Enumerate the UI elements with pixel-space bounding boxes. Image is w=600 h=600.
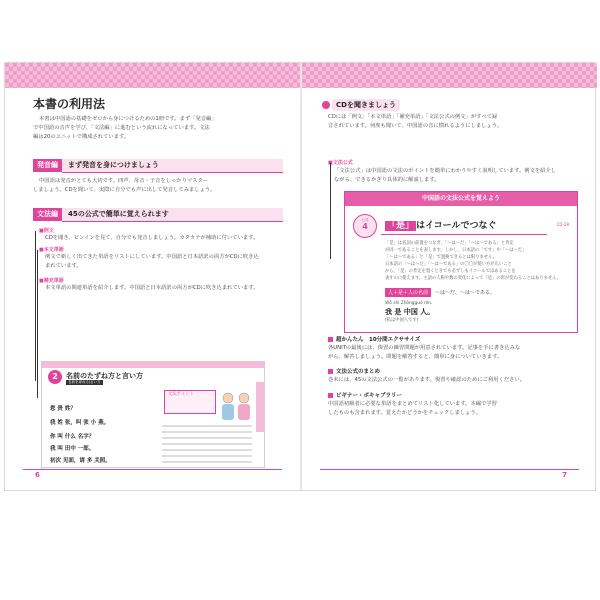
feature-title: ビギナー・ボキャブラリー xyxy=(336,393,403,399)
item-label-supplement: ■補充単語 xyxy=(39,278,64,284)
cd-track-label: CD-28 xyxy=(556,222,569,227)
section-tag: 文法編 xyxy=(33,208,62,221)
book-spread xyxy=(4,62,596,491)
grammar-sample-box xyxy=(344,191,578,333)
pattern-meaning: 〜は〜だ、〜は〜である。 xyxy=(435,290,496,296)
intro-line: 編は20のユニットで構成されています。 xyxy=(33,134,130,140)
grammar-point-box xyxy=(164,390,216,414)
paragraph-line: 中国語は発音がとても大切です。四声、母音・子音をしっかりマスター xyxy=(39,178,209,184)
pattern-box: 人＋是＋人の名前 xyxy=(385,288,431,297)
paragraph-line: がら、解答しましょう。問題を解答すると、簡単に身についていきます。 xyxy=(328,354,503,360)
page-number: 6 xyxy=(35,471,40,479)
explanation-line: 「是」は名詞の前置をつなぎ、「〜は〜だ」「〜は〜である」と肯定 xyxy=(385,241,514,246)
item-label-example: ■例文 xyxy=(39,228,54,234)
feature-body xyxy=(328,400,578,418)
item-label-vocab: ■本文単語 xyxy=(39,247,64,253)
checkered-header-band xyxy=(5,63,300,88)
example-chinese: 我 是 中国 人。 xyxy=(385,308,435,316)
paragraph-line: 各UNITの最後には、復習の練習問題が用意されています。記事を手に書き込みな xyxy=(328,345,521,351)
cd-heading xyxy=(322,99,400,111)
unit-subtitle: 名前を尋ねる/言い方 xyxy=(68,380,101,384)
feature-body xyxy=(328,376,578,385)
feature-heading xyxy=(328,391,402,399)
formula-title xyxy=(385,218,496,231)
explanation-line: から、「是」の肯定を置くときでも必ずしもイコールではあることを xyxy=(385,269,516,274)
left-page xyxy=(5,63,300,490)
bullet-icon xyxy=(328,393,333,398)
paragraph-line: したものも含まれます。覚えたかどうかをチェックしましょう。 xyxy=(328,410,482,416)
paragraph-line: ながら、できるかぎり具体的に解説します。 xyxy=(334,177,440,183)
formula-title-rest: はイコールでつなぐ xyxy=(416,221,497,231)
desc-line: まれています。 xyxy=(45,263,82,269)
section-heading-grammar xyxy=(33,208,283,221)
explanation-line: 日本語の「〜は〜だ」「〜は〜である」の〇〇が使い方が広いこと xyxy=(385,262,512,267)
bottom-rule xyxy=(23,469,282,470)
example-sentence: 我 叫 田中 一郎。 xyxy=(50,446,95,452)
right-page xyxy=(302,63,597,490)
example-pinyin: Wǒ shì Zhōngguó rén. xyxy=(385,301,433,306)
example-sentence: 我 姓 张，叫 张 小 燕。 xyxy=(50,420,110,426)
sample-page-thumbnail xyxy=(41,361,265,468)
section-heading-pronunciation xyxy=(33,159,283,172)
example-sentence: 您 贵 姓？ xyxy=(50,406,76,412)
grammar-formula-desc xyxy=(334,167,579,185)
cd-heading-label: CDを聞きましょう xyxy=(332,99,400,111)
example-sentence: 你 叫 什么 名字？ xyxy=(50,434,95,440)
unit-title: 名前のたずね方と言い方 xyxy=(66,372,143,380)
intro-paragraph xyxy=(33,115,283,142)
paragraph-line: CDには「例文」「本文単語」「補充単語」「文法公式の例文」がすべて録 xyxy=(328,114,498,120)
formula-number: 4 xyxy=(362,222,368,231)
feature-title: 超かんたん 10分間エクササイズ xyxy=(336,337,421,343)
formula-badge xyxy=(353,214,377,238)
section-title: 45の公式で簡単に覚えられます xyxy=(62,208,283,222)
formula-rule xyxy=(381,234,547,235)
pronunciation-paragraph xyxy=(33,177,283,195)
thumb-band xyxy=(42,362,264,368)
explanation-line: 表すのに使えます。主語の人称や数の変化によって「是」の形が変わることはありません。 xyxy=(385,276,562,281)
item-desc-example: CDを聞き、ピンインを見て、自分でも発音しましょう。カタカナが補助に付いています。 xyxy=(45,235,259,241)
callout-line xyxy=(330,163,331,259)
page-number: 7 xyxy=(562,471,567,479)
explanation-line: が同一であることを表します。しかし、日本語の「です」や「〜は〜だ」 xyxy=(385,248,527,253)
item-desc-supplement: 本文単語の関連単語を紹介します。中国語と日本語訳の両方がCDに吹き込まれています。 xyxy=(45,285,259,291)
sentence-pattern xyxy=(385,288,495,297)
example-translation: (私は中国人です) xyxy=(385,318,419,323)
feature-heading xyxy=(328,335,420,343)
point-label: 文法ポイント xyxy=(168,392,194,397)
bullet-icon xyxy=(328,369,333,374)
intro-line: 本書は中国語の基礎をゼロから身につけるための1冊です。まず「発音編」 xyxy=(39,116,217,122)
unit-number: 2 xyxy=(48,370,62,384)
vocab-list-lines xyxy=(162,422,257,464)
callout-line xyxy=(37,250,38,398)
item-desc-vocab xyxy=(45,253,280,271)
bullet-icon xyxy=(328,337,333,342)
paragraph-line: 巻末には、45の文法公式の一覧があります。復習や確認のためにご利用ください。 xyxy=(328,377,526,383)
section-title: まず発音を身につけましょう xyxy=(62,159,283,173)
intro-line: で中国語の音声を学び、「文法編」に進むという流れになっています。文法 xyxy=(33,125,210,131)
formula-explanation xyxy=(385,240,565,282)
cd-paragraph xyxy=(328,113,578,131)
formula-label: 公式 xyxy=(361,218,369,222)
grammar-formula-label: ■文法公式 xyxy=(328,160,353,166)
paragraph-line: 音されています。何度も聞いて、中国語の音に慣れるようにしましょう。 xyxy=(328,123,503,129)
feature-heading xyxy=(328,367,380,375)
explanation-line: 「〜は〜である」と「是」で置換できるとは限りません。 xyxy=(385,255,497,260)
bottom-rule xyxy=(320,469,579,470)
checkered-header-band xyxy=(302,63,597,88)
formula-title-highlight: 「是」 xyxy=(387,221,415,231)
side-tab xyxy=(256,382,264,432)
paragraph-line: 中国語初級者に必要な単語をまとめてリスト化しています。本編で学習 xyxy=(328,401,497,407)
people-illustration-icon xyxy=(216,388,256,424)
page-title: 本書の利用法 xyxy=(33,97,106,111)
feature-body xyxy=(328,344,578,362)
paragraph-line: しましょう。CDを聞いて、実際に自分でも声に出して発音してみましょう。 xyxy=(33,187,216,193)
example-sentence: 初次 见面，请 多 关照。 xyxy=(50,458,111,464)
callout-line xyxy=(35,231,36,381)
desc-line: 例文で新しく出てきた単語をリストにしています。中国語と日本語訳の両方がCDに吹き込 xyxy=(45,254,259,260)
feature-title: 文法公式のまとめ xyxy=(336,369,381,375)
grammar-box-header: 中国語の文法公式を覚えよう xyxy=(345,192,577,206)
section-tag: 発音編 xyxy=(33,159,62,172)
paragraph-line: 「文法公式」は中国語の文法のポイントを簡単にわかりやすく説明しています。例文を紹介し xyxy=(334,168,557,174)
cd-icon xyxy=(322,101,330,109)
